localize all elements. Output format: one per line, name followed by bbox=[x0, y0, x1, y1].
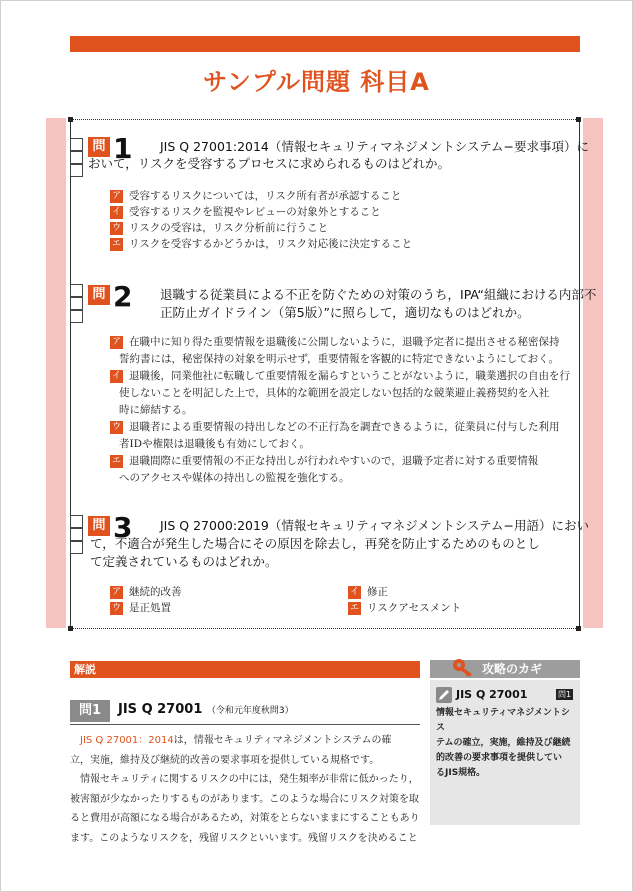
option-text: リスクの受容は，リスク分析前に行うこと bbox=[129, 222, 329, 234]
question-text-line: 退職する従業員による不正を防ぐための対策のうち，IPA“組織における内部不 bbox=[160, 287, 597, 302]
key-icon bbox=[452, 657, 476, 679]
corner-mark bbox=[68, 626, 73, 631]
option-a[interactable] bbox=[110, 334, 560, 351]
option-key: イ bbox=[111, 207, 121, 217]
check-box[interactable] bbox=[70, 541, 83, 554]
explanation-text: 情報セキュリティに関するリスクの中には，発生頻率が非常に低かったり， bbox=[80, 774, 419, 785]
explanation-text: は，情報セキュリティマネジメントシステムの確 bbox=[173, 735, 392, 746]
option-text: 是正処置 bbox=[129, 602, 171, 614]
question-label: 問 bbox=[88, 516, 110, 536]
option-text: 退職後，同業他社に転職して重要情報を漏らすということがないように，職業選択の自由を行 bbox=[129, 370, 570, 382]
option-key: エ bbox=[111, 239, 121, 249]
option-u[interactable] bbox=[110, 419, 560, 436]
key-points-line: るJIS規格。 bbox=[436, 768, 486, 778]
option-text: 退職間際に重要情報の不正な持出しが行われやすいので，退職予定者に対する重要情報 bbox=[129, 455, 539, 467]
explanation-line bbox=[70, 731, 422, 751]
explanation-line: ると費用が高額になる場合があるため，対策をとらないままにすることもあり bbox=[70, 813, 420, 824]
explanation-line: ます。このようなリスクを，残留リスクといいます。残留リスクを決めること bbox=[70, 832, 418, 844]
question-text-line: JIS Q 27001:2014（情報セキュリティマネジメントシステム−要求事項）に bbox=[160, 139, 589, 154]
explanation-header: 解説 bbox=[70, 661, 420, 678]
option-e[interactable] bbox=[110, 236, 412, 253]
option-a[interactable] bbox=[110, 188, 401, 205]
option-text: 受容するリスクについては，リスク所有者が承認すること bbox=[129, 190, 402, 202]
option-text: 在職中に知り得た重要情報を退職後に公開しないように，退職予定者に提出させる秘密保持 bbox=[129, 336, 560, 348]
question-text-line: JIS Q 27000:2019（情報セキュリティマネジメントシステム−用語）におい bbox=[160, 518, 589, 533]
option-key: ウ bbox=[111, 422, 121, 432]
key-points-line: 情報セキュリティマネジメントシス bbox=[436, 708, 570, 733]
key-points-box bbox=[430, 680, 580, 825]
corner-mark bbox=[576, 626, 581, 631]
question-text-line: て，不適合が発生した場合にその原因を除去し，再発を防止するためのものとし bbox=[90, 536, 540, 551]
check-box[interactable] bbox=[70, 284, 83, 297]
option-text-cont: へのアクセスや媒体の持出しの監視を強化する。 bbox=[119, 472, 350, 484]
option-text-cont: 誓約書には，秘密保持の対象を明示せず，重要情報を客観的に特定できないようにしておく。 bbox=[119, 353, 559, 365]
check-box[interactable] bbox=[70, 310, 83, 323]
page-title: サンプル問題 科目A bbox=[203, 68, 430, 96]
explanation-line bbox=[70, 770, 422, 790]
question-text-line: て定義されているものはどれか。 bbox=[90, 554, 278, 569]
option-text: 修正 bbox=[367, 586, 388, 598]
explanation-title-note: （令和元年度秋問3） bbox=[206, 706, 294, 716]
option-text-cont: 時に締結する。 bbox=[119, 404, 193, 416]
explanation-title bbox=[118, 702, 294, 717]
key-points-line: 的改善の要求事項を提供してい bbox=[436, 753, 563, 763]
question-number: 2 bbox=[113, 280, 133, 313]
question-text-line: おいて，リスクを受容するプロセスに求められるものはどれか。 bbox=[88, 156, 451, 171]
explanation-question-label: 問1 bbox=[70, 700, 110, 722]
option-key: ア bbox=[111, 191, 121, 201]
corner-mark bbox=[576, 117, 581, 122]
option-text: 継続的改善 bbox=[129, 586, 182, 598]
option-text: リスクを受容するかどうかは，リスク対応後に決定すること bbox=[129, 238, 413, 250]
option-e[interactable] bbox=[348, 600, 461, 617]
pencil-icon bbox=[436, 687, 452, 703]
option-text: リスクアセスメント bbox=[367, 602, 462, 614]
question-number: 3 bbox=[113, 511, 133, 544]
option-i[interactable] bbox=[110, 368, 570, 385]
check-box[interactable] bbox=[70, 528, 83, 541]
key-points-text bbox=[436, 706, 578, 781]
questions-box-bottom-border bbox=[70, 628, 580, 629]
check-box[interactable] bbox=[70, 164, 83, 177]
explanation-line: 立，実施，維持及び継続的改善の要求事項を提供している規格です。 bbox=[70, 754, 380, 766]
check-box[interactable] bbox=[70, 138, 83, 151]
option-i[interactable] bbox=[110, 204, 381, 221]
option-e[interactable] bbox=[110, 453, 538, 470]
option-key: イ bbox=[349, 587, 359, 597]
option-key: イ bbox=[111, 371, 121, 381]
option-key: ア bbox=[111, 587, 121, 597]
option-text: 受容するリスクを監視やレビューの対象外とすること bbox=[129, 206, 381, 218]
option-u[interactable] bbox=[110, 220, 328, 237]
question-number: 1 bbox=[113, 132, 133, 165]
pink-margin-right bbox=[583, 118, 603, 628]
explanation-divider bbox=[70, 724, 420, 725]
option-text-cont: 使しないことを明記した上で，具体的な範囲を設定しない包括的な競業避止義務契約を入社 bbox=[119, 387, 550, 399]
option-key: エ bbox=[349, 603, 359, 613]
explanation-line: 被害額が少なかったりするものがあります。このような場合にリスク対策を取 bbox=[70, 793, 419, 805]
question-label: 問 bbox=[88, 137, 110, 157]
question-text-line: 正防止ガイドライン（第5版）”に照らして，適切なものはどれか。 bbox=[160, 305, 530, 320]
option-key: エ bbox=[111, 456, 121, 466]
option-key: ウ bbox=[111, 223, 121, 233]
check-box[interactable] bbox=[70, 151, 83, 164]
explanation-title-text: JIS Q 27001 bbox=[118, 702, 203, 717]
check-box[interactable] bbox=[70, 297, 83, 310]
option-a[interactable] bbox=[110, 584, 182, 601]
key-points-term: JIS Q 27001 bbox=[456, 688, 528, 701]
explanation-body bbox=[70, 731, 422, 848]
pink-margin-left bbox=[46, 118, 66, 628]
option-u[interactable] bbox=[110, 600, 171, 617]
top-accent-bar bbox=[70, 36, 580, 52]
option-key: ウ bbox=[111, 603, 121, 613]
questions-box-top-border bbox=[70, 119, 580, 120]
corner-mark bbox=[68, 117, 73, 122]
explanation-highlight: JIS Q 27001：2014 bbox=[80, 735, 174, 746]
key-points-line: テムの確立，実施，維持及び継続 bbox=[436, 738, 571, 748]
option-text-cont: 者IDや権限は退職後も有効にしておく。 bbox=[119, 438, 310, 450]
key-points-header bbox=[430, 660, 580, 678]
check-box[interactable] bbox=[70, 515, 83, 528]
key-points-badge: 問1 bbox=[558, 690, 572, 699]
option-i[interactable] bbox=[348, 584, 388, 601]
option-text: 退職者による重要情報の持出しなどの不正行為を調査できるように，従業員に付与した利用 bbox=[129, 421, 560, 433]
option-key: ア bbox=[111, 337, 121, 347]
key-points-header-label: 攻略のカギ bbox=[482, 662, 543, 676]
question-label: 問 bbox=[88, 285, 110, 305]
